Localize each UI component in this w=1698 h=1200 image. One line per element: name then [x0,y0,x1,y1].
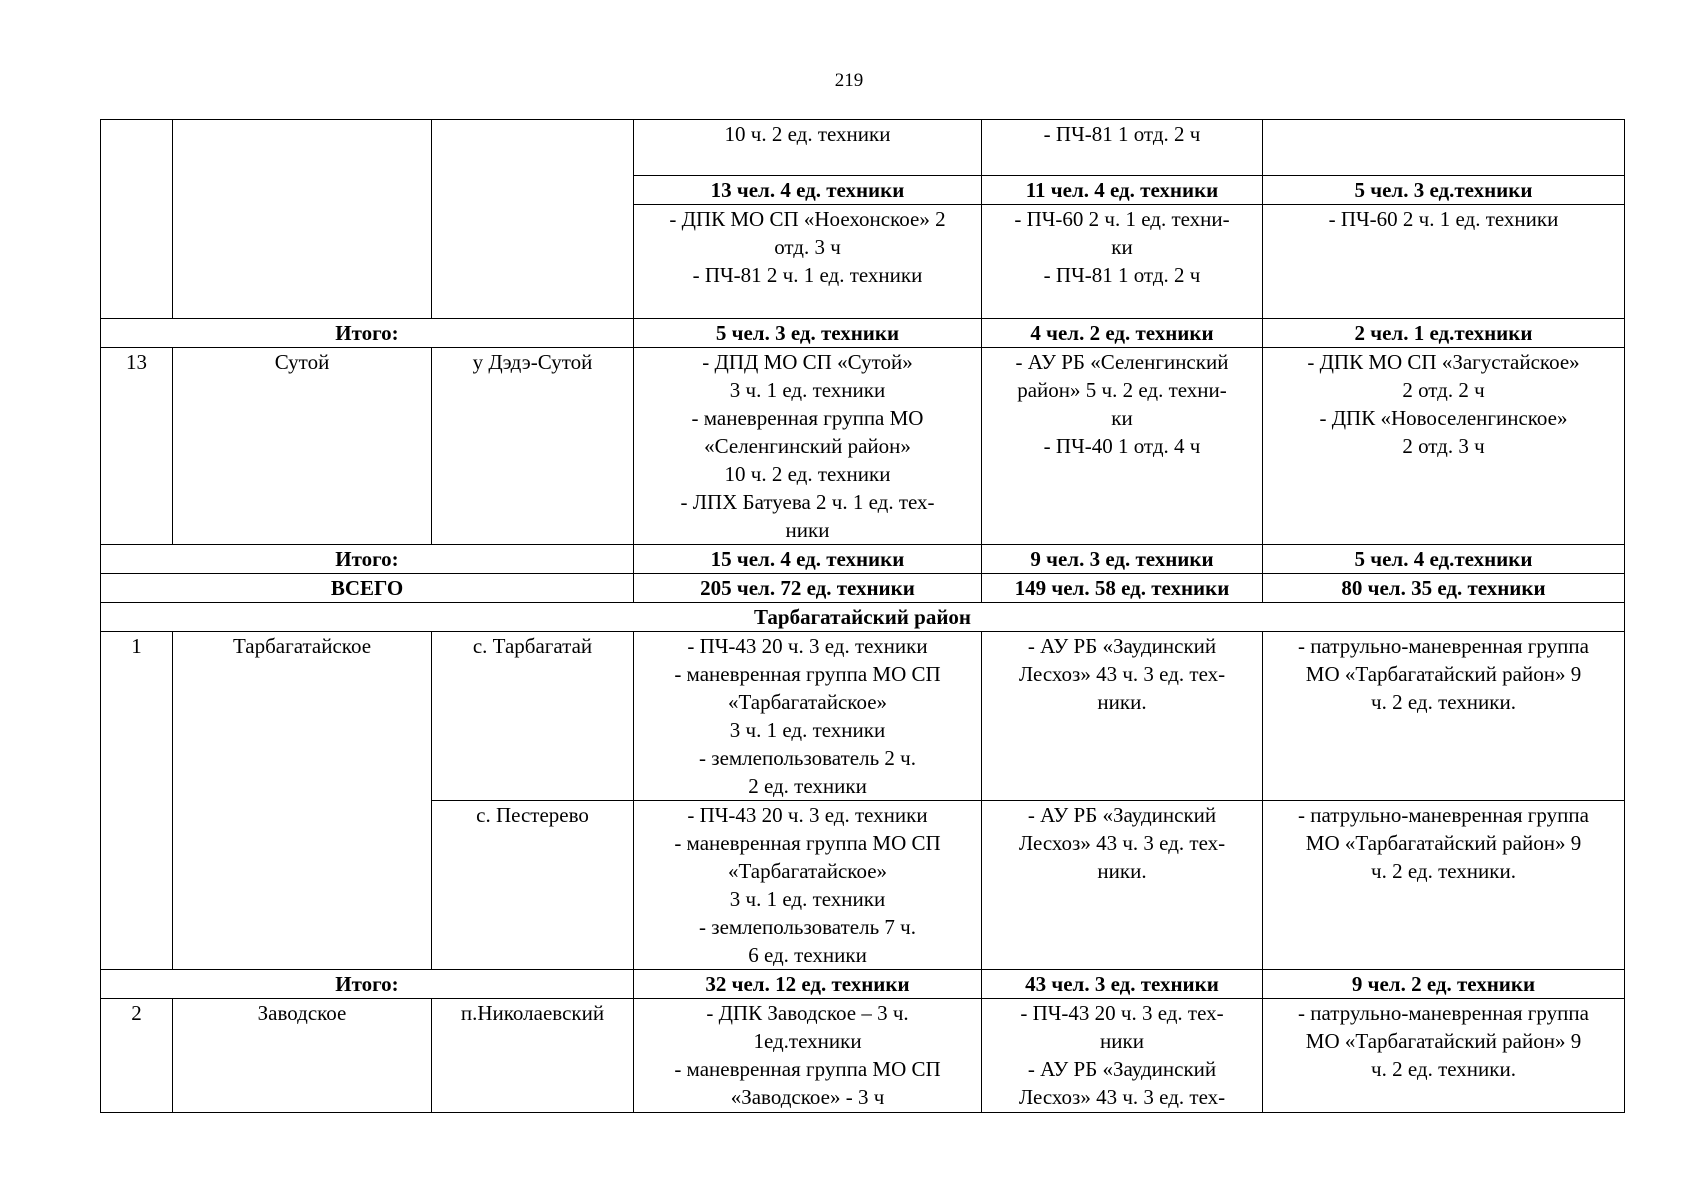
cell-total-2 [982,319,1263,348]
cell-settlement [173,348,432,545]
cell-text-line: 32 чел. 12 ед. техники [705,972,910,996]
cell-text-line: - ПЧ-60 2 ч. 1 ед. техни- [1014,207,1230,231]
cell-forces-2 [982,205,1263,319]
cell-text-line: Итого: [335,321,399,345]
cell-text-line: 10 ч. 2 ед. техники [724,462,891,486]
cell-text-line: 5 чел. 3 ед. техники [715,321,900,345]
table-row [101,120,1625,176]
cell-text-line: - ПЧ-81 2 ч. 1 ед. техники [692,263,923,287]
cell-subtotal-1 [634,176,982,205]
cell-total-label [101,970,634,999]
cell-text-line: ники [1100,1029,1144,1053]
cell-text-line: - маневренная группа МО СП [674,662,941,686]
cell-text-line: - патрульно-маневренная группа [1298,803,1589,827]
cell-grand-total-2 [982,574,1263,603]
cell-text-line: «Селенгинский район» [704,434,911,458]
cell-text-line: - ПЧ-43 20 ч. 3 ед. техники [687,803,928,827]
cell-text-line: 3 ч. 1 ед. техники [729,718,886,742]
cell-text-line: 2 чел. 1 ед.техники [1354,321,1533,345]
cell-text-line: - ПЧ-43 20 ч. 3 ед. техники [687,634,928,658]
cell-text-line: - землепользователь 7 ч. [699,915,916,939]
cell-text-line: - патрульно-маневренная группа [1298,1001,1589,1025]
cell-text-line: Сутой [274,350,330,374]
cell-forces-3 [1263,801,1625,970]
cell-text-line: ВСЕГО [330,576,404,600]
cell-text-line: 5 чел. 3 ед.техники [1354,178,1533,202]
cell-text-line: ч. 2 ед. техники. [1371,859,1516,883]
cell-forces-2 [982,348,1263,545]
cell-text-line: 13 [126,350,147,374]
cell-num [101,632,173,970]
table-row [101,970,1625,999]
cell-locality [432,999,634,1113]
cell-text-line: 2 ед. техники [748,774,867,798]
cell-text-line: 9 чел. 2 ед. техники [1351,972,1536,996]
table-row [101,319,1625,348]
cell-text-line: с. Пестерево [476,803,589,827]
cell-settlement [173,632,432,970]
cell-subtotal-3 [1263,176,1625,205]
cell-forces-3 [1263,120,1625,176]
cell-district-heading [101,603,1625,632]
cell-forces-1 [634,120,982,176]
cell-text-line: п.Николаевский [460,1001,605,1025]
cell-text-line: - АУ РБ «Селенгинский [1015,350,1229,374]
cell-text-line: - ДПК МО СП «Ноехонское» 2 [669,207,946,231]
cell-text-line: ч. 2 ед. техники. [1371,1057,1516,1081]
table-row [101,545,1625,574]
cell-text-line: Лесхоз» 43 ч. 3 ед. тех- [1018,831,1226,855]
table-row [101,348,1625,545]
cell-text-line: - ДПК Заводское – 3 ч. [706,1001,909,1025]
cell-forces-2 [982,632,1263,801]
cell-text-line: - маневренная группа МО СП [674,1057,941,1081]
cell-text-line: 5 чел. 4 ед.техники [1354,547,1533,571]
cell-text-line: - маневренная группа МО [691,406,924,430]
cell-locality [432,120,634,319]
cell-forces-2 [982,801,1263,970]
cell-forces-1 [634,348,982,545]
cell-settlement [173,999,432,1113]
cell-text-line: Итого: [335,547,399,571]
page-number: 219 [834,70,864,91]
cell-text-line: Итого: [335,972,399,996]
table-row [101,999,1625,1113]
cell-total-3 [1263,545,1625,574]
cell-locality [432,801,634,970]
cell-num [101,999,173,1113]
cell-text-line: с. Тарбагатай [472,634,593,658]
table-row [101,632,1625,801]
cell-text-line: 2 [131,1001,142,1025]
cell-text-line: 205 чел. 72 ед. техники [700,576,915,600]
cell-text-line: ники. [1097,690,1147,714]
cell-forces-1 [634,999,982,1113]
cell-text-line: отд. 3 ч [774,235,841,259]
cell-text-line: ники [785,518,830,542]
cell-text-line: 10 ч. 2 ед. техники [724,122,891,146]
cell-subtotal-2 [982,176,1263,205]
cell-text-line: 9 чел. 3 ед. техники [1030,547,1214,571]
table-row [101,603,1625,632]
cell-locality [432,632,634,801]
cell-text-line: - патрульно-маневренная группа [1298,634,1589,658]
cell-text-line: - АУ РБ «Заудинский [1027,803,1217,827]
cell-text-line: - ДПД МО СП «Сутой» [702,350,913,374]
cell-grand-total-1 [634,574,982,603]
cell-forces-3 [1263,632,1625,801]
cell-text-line: - ДПК «Новоселенгинское» [1319,406,1568,430]
cell-text-line: 1 [131,634,142,658]
cell-forces-1 [634,801,982,970]
cell-text-line: район» 5 ч. 2 ед. техни- [1017,378,1227,402]
cell-text-line: Заводское [257,1001,347,1025]
cell-text-line: «Тарбагатайское» [727,859,888,883]
table-row [101,574,1625,603]
cell-text-line: 4 чел. 2 ед. техники [1030,321,1214,345]
cell-text-line: - ЛПХ Батуева 2 ч. 1 ед. тех- [680,490,935,514]
cell-forces-1 [634,205,982,319]
cell-text-line: ки [1111,406,1133,430]
cell-locality [432,348,634,545]
cell-text-line: - ДПК МО СП «Загустайское» [1307,350,1580,374]
cell-text-line: - ПЧ-43 20 ч. 3 ед. тех- [1020,1001,1224,1025]
cell-text-line: 6 ед. техники [748,943,867,967]
cell-forces-1 [634,632,982,801]
cell-text-line: 2 отд. 3 ч [1402,434,1485,458]
cell-total-2 [982,970,1263,999]
cell-total-label [101,319,634,348]
cell-text-line: - маневренная группа МО СП [674,831,941,855]
cell-forces-3 [1263,205,1625,319]
cell-text-line: ч. 2 ед. техники. [1371,690,1516,714]
cell-total-1 [634,545,982,574]
cell-text-line: - АУ РБ «Заудинский [1027,634,1217,658]
cell-text-line: МО «Тарбагатайский район» 9 [1305,1029,1582,1053]
cell-total-3 [1263,970,1625,999]
cell-text-line: МО «Тарбагатайский район» 9 [1305,662,1582,686]
cell-text-line: ники. [1097,859,1147,883]
cell-num [101,120,173,319]
cell-text-line: Тарбагатайский район [753,605,972,629]
forces-table [100,119,1625,1113]
cell-text-line: - ПЧ-81 1 отд. 2 ч [1043,263,1201,287]
cell-total-1 [634,970,982,999]
cell-forces-3 [1263,348,1625,545]
cell-num [101,348,173,545]
cell-text-line: 3 ч. 1 ед. техники [729,378,886,402]
cell-text-line: 43 чел. 3 ед. техники [1025,972,1219,996]
cell-text-line: 149 чел. 58 ед. техники [1014,576,1230,600]
cell-forces-2 [982,999,1263,1113]
cell-text-line: 1ед.техники [753,1029,862,1053]
cell-text-line: 15 чел. 4 ед. техники [710,547,905,571]
cell-text-line: - землепользователь 2 ч. [699,746,916,770]
cell-text-line: 80 чел. 35 ед. техники [1341,576,1546,600]
cell-text-line: - ПЧ-60 2 ч. 1 ед. техники [1328,207,1559,231]
cell-text-line: 3 ч. 1 ед. техники [729,887,886,911]
cell-text-line: 2 отд. 2 ч [1402,378,1485,402]
cell-total-2 [982,545,1263,574]
cell-text-line: Лесхоз» 43 ч. 3 ед. тех- [1018,1085,1226,1109]
cell-settlement [173,120,432,319]
cell-text-line: Лесхоз» 43 ч. 3 ед. тех- [1018,662,1226,686]
cell-text-line: «Тарбагатайское» [727,690,888,714]
cell-grand-total-3 [1263,574,1625,603]
cell-text-line: - АУ РБ «Заудинский [1027,1057,1217,1081]
cell-text-line: Тарбагатайское [232,634,372,658]
cell-total-1 [634,319,982,348]
cell-forces-2 [982,120,1263,176]
cell-text-line: ки [1111,235,1133,259]
cell-total-label [101,545,634,574]
cell-text-line: МО «Тарбагатайский район» 9 [1305,831,1582,855]
cell-text-line: - ПЧ-40 1 отд. 4 ч [1043,434,1201,458]
cell-text-line: 11 чел. 4 ед. техники [1025,178,1219,202]
cell-text-line: - ПЧ-81 1 отд. 2 ч [1043,122,1201,146]
cell-text-line: 13 чел. 4 ед. техники [710,178,905,202]
cell-total-3 [1263,319,1625,348]
cell-text-line: у Дэдэ-Сутой [472,350,593,374]
cell-forces-3 [1263,999,1625,1113]
cell-text-line: «Заводское» - 3 ч [730,1085,885,1109]
cell-grand-total-label [101,574,634,603]
